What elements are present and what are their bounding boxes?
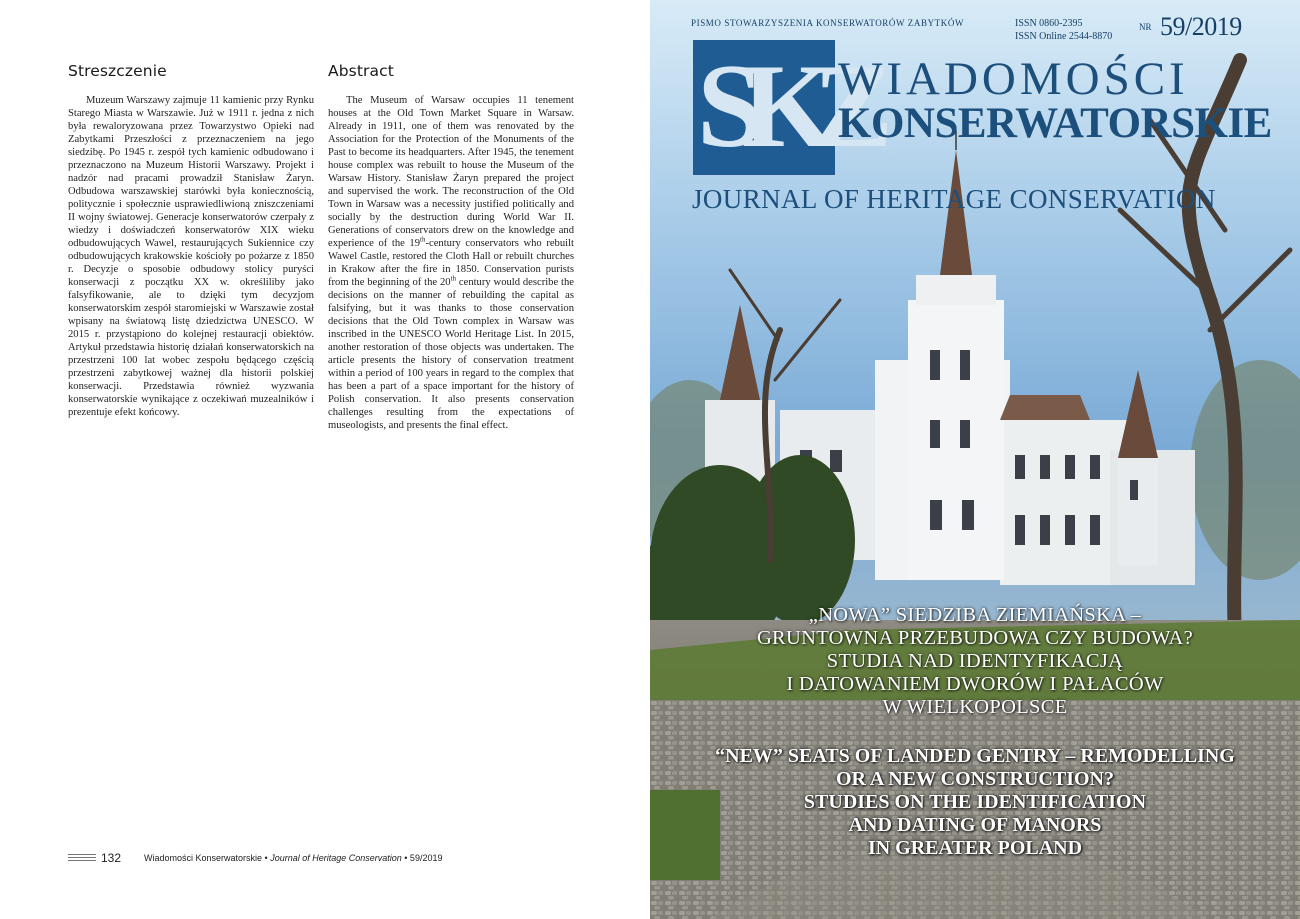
superscript-th: th <box>450 274 457 283</box>
english-abstract-column <box>328 62 574 432</box>
skz-logo <box>693 39 872 175</box>
headline-en-line: OR A NEW CONSTRUCTION? <box>835 768 1115 790</box>
headline-pl-line: I DATOWANIEM DWORÓW I PAŁACÓW <box>786 673 1164 695</box>
footer-journal-pl: Wiadomości Konserwatorskie • <box>144 853 271 863</box>
page-number: 132 <box>101 851 122 865</box>
headline-pl-line: W WIELKOPOLSCE <box>882 696 1068 718</box>
english-abstract-text <box>328 94 574 432</box>
polish-summary-text: Muzeum Warszawy zajmuje 11 kamienic przy Rynku Starego Miasta w Warszawie. Już w 1911 r. jedna z nich była rewaloryzowana przez Towarzystwo Opieki nad Zabytkami Przeszłości z przeznaczeniem na jego siedzibę. Po 1945 r. zespół tych kamienic odbudowano i przeznaczono na Muzeum Historii Warszawy. Projekt i nadzór nad pracami prowadził Stanisław Żaryn. Odbudowa warszawskiej starówki była koniecznością, politycznie i społecznie usprawiedliwioną zniszczeniami II wojny światowej. Generacje konserwatorów czerpały z wiedzy i doświadczeń konserwatorów XIX wieku odbudowujących Wawel, restaurujących Sukiennice czy odbudowujących krakowskie kościoły po pożarze z 1850 r. Decyzje o sposobie odbudowy stolicy puryści konserwacji z początku XX w. określiliby jako falsyfikowanie, ale to dzięki tym decyzjom konserwatorskim zespół staromiejski w Warszawie został wpisany na światową listę dziedzictwa UNESCO. W 2015 r. przystąpiono do kolejnej restauracji obiektów. Artykuł przedstawia historię działań konserwatorskich na przestrzeni 100 lat wobec zespołu będącego częścią przestrzeni zabytkowej ważnej dla historii polskiej konserwacji. Przedstawia również wyzwania konserwatorskie wynikające z oczekiwań muzealników i prezentuje efekt końcowy. <box>68 95 314 418</box>
journal-subtitle: JOURNAL OF HERITAGE CONSERVATION <box>692 184 1216 214</box>
publisher-line: PISMO STOWARZYSZENIA KONSERWATORÓW ZABYTKÓW <box>691 18 965 28</box>
issue-label: NR <box>1139 22 1152 32</box>
footer-rule-lines <box>68 854 96 863</box>
superscript-th: th <box>420 235 426 244</box>
abstract-text-part: century would describe the decisions on the manner of rebuilding the capital as falsifying, but it was thanks to those conservation decisions that the Old Town complex in Warsaw was inscribed in the UNESCO World Heritage List. In 2015, another restoration of those objects was undertaken. The article presents the history of conservation treatment within a period of 100 years in regard to the complex that has been a part of a space important for the history of Polish conservation. It also presents conservation challenges resulting from the expectations of museologists, and presents the final effect. <box>328 277 574 431</box>
headline-en-line: IN GREATER POLAND <box>867 837 1083 859</box>
polish-summary-heading: Streszczenie <box>68 62 167 80</box>
skz-logo-letters: SKZ <box>697 39 872 172</box>
page-footer <box>68 852 628 866</box>
cover-headline-english <box>650 745 1300 860</box>
headline-pl-line: GRUNTOWNA PRZEBUDOWA CZY BUDOWA? <box>756 627 1194 649</box>
issue-number: 59/2019 <box>1160 12 1242 41</box>
journal-cover <box>650 0 1300 919</box>
abstract-text-part: -century conservators who rebuilt Wawel Castle, restored the Cloth Hall or rebuilt churches in Krakow after the fire in 1850. Conservation purists from the beginning of the 20 <box>328 238 574 288</box>
abstract-text-part: The Museum of Warsaw occupies 11 tenement houses at the Old Town Market Square in Warsaw. Already in 1911, one of them was renovated by the Association for the Protection of the Monuments of the Past to become its headquarters. After 1945, the tenement house complex was rebuilt to house the Museum of the Warsaw History. Stanisław Żaryn prepared the project and supervised the work. The reconstruction of the Old Town in Warsaw was a necessity justified politically and socially by the destruction during World War II. Generations of conservators drew on the knowledge and experience of the 19 <box>328 95 574 249</box>
issn-print: ISSN 0860-2395 <box>1015 18 1083 29</box>
headline-pl-line: „NOWA” SIEDZIBA ZIEMIAŃSKA – <box>808 604 1142 626</box>
footer-journal-en: Journal of Heritage Conservation <box>270 853 402 863</box>
english-abstract-heading: Abstract <box>328 62 394 80</box>
journal-title-line2: KONSERWATORSKIE <box>838 100 1272 147</box>
journal-title-line1: WIADOMOŚCI <box>838 53 1189 105</box>
footer-issue: • 59/2019 <box>401 853 443 863</box>
footer-journal-title <box>144 853 442 863</box>
cover-headline-polish <box>650 604 1300 719</box>
headline-en-line: STUDIES ON THE IDENTIFICATION <box>803 791 1147 813</box>
polish-summary-column <box>68 62 314 419</box>
headline-pl-line: STUDIA NAD IDENTYFIKACJĄ <box>826 650 1124 672</box>
headline-en-line: AND DATING OF MANORS <box>848 814 1102 836</box>
headline-en-line: “NEW” SEATS OF LANDED GENTRY – REMODELLING <box>715 745 1235 767</box>
issn-online: ISSN Online 2544-8870 <box>1015 31 1113 42</box>
